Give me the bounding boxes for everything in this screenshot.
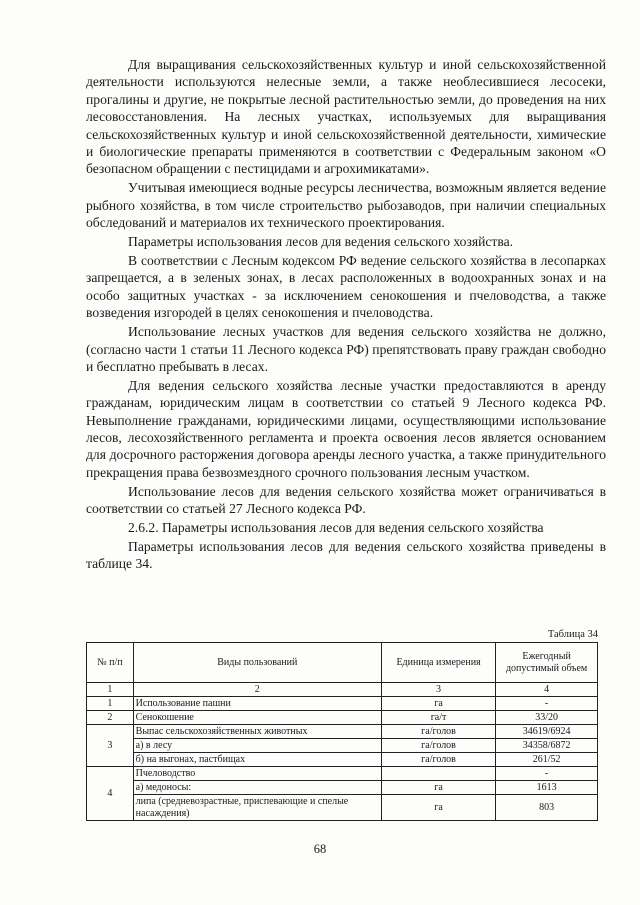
table-row [87,767,598,781]
table-row [87,711,598,725]
table-row [87,753,598,767]
cell-kind: Сенокошение [133,711,381,725]
section-heading: 2.6.2. Параметры использования лесов для ведения сельского хозяйства [128,520,544,536]
cell-volume: 803 [496,795,598,821]
cell-unit: га [381,697,495,711]
paragraph: В соответствии с Лесным кодексом РФ ведение сельского хозяйства в лесопарках запрещается, а в зеленых зонах, в лесах расположенных в водоохранных зонах и на особо защитных участках - за исключением сенокошения и пчеловодства, а также возведения изгородей в целях сенокошения и пчеловодства. [86,252,606,321]
paragraph: Учитывая имеющиеся водные ресурсы лесничества, возможным является ведение рыбного хозяйства, в том числе строительство рыбозаводов, при наличии специальных обследований и материалов их технического проектирования. [86,180,606,231]
table-row [87,739,598,753]
cell-num: 1 [87,697,134,711]
paragraph: Параметры использования лесов для ведения сельского хозяйства приведены в таблице 34. [86,538,606,572]
cell-kind: липа (средневозрастные, приспевающие и спелые насаждения) [133,795,381,821]
cell-kind: а) в лесу [133,739,381,753]
cell-unit [381,767,495,781]
index-cell: 1 [87,683,134,697]
cell-unit: га [381,795,495,821]
cell-volume: 34619/6924 [496,725,598,739]
table-row [87,795,598,821]
cell-kind: Пчеловодство [133,767,381,781]
cell-volume: 34358/6872 [496,739,598,753]
index-cell: 2 [133,683,381,697]
paragraph: Для ведения сельского хозяйства лесные участки предоставляются в аренду гражданам, юридическим лицам в соответствии со статьей 9 Лесного кодекса РФ. Невыполнение гражданами, юридическими лицами, осуществляющими использование лесов, лесохозяйственного регламента и проекта освоения лесов является основанием для досрочного расторжения договора аренды лесного участка, а также принудительного прекращения права безвозмездного срочного пользования лесным участком. [86,377,606,480]
index-cell: 4 [496,683,598,697]
cell-unit: га/голов [381,753,495,767]
table-row [87,781,598,795]
cell-unit: га/голов [381,725,495,739]
cell-volume: 1613 [496,781,598,795]
table-header-row [87,643,598,683]
cell-num: 2 [87,711,134,725]
cell-volume: - [496,767,598,781]
body-text [86,56,606,574]
table-row [87,725,598,739]
header-num: № п/п [87,643,134,683]
cell-num: 4 [87,767,134,821]
table-row [87,697,598,711]
cell-volume: 261/52 [496,753,598,767]
paragraph: Использование лесных участков для ведения сельского хозяйства не должно, (согласно части 1 статьи 11 Лесного кодекса РФ) препятствовать праву граждан свободно и бесплатно пребывать в лесах. [86,324,606,374]
page-number: 68 [313,842,327,856]
header-kind: Виды пользований [133,643,381,683]
paragraph: Использование лесов для ведения сельского хозяйства может ограничиваться в соответствии со статьей 27 Лесного кодекса РФ. [86,483,606,517]
cell-unit: га [381,781,495,795]
cell-volume: - [496,697,598,711]
cell-volume: 33/20 [496,711,598,725]
usage-table [86,642,598,821]
cell-unit: га/т [381,711,495,725]
index-cell: 3 [381,683,495,697]
paragraph: Для выращивания сельскохозяйственных культур и иной сельскохозяйственной деятельности используются нелесные земли, а также необлесившиеся лесосеки, прогалины и другие, не покрытые лесной растительностью земли, до проведения на них лесовосстановления. На лесных участках, используемых для выращивания сельскохозяйственных культур и иной сельскохозяйственной деятельности, химические и биологические препараты применяются в соответствии с Федеральным законом «О безопасном обращении с пестицидами и агрохимикатами». [86,57,606,177]
cell-kind: а) медоносы: [133,781,381,795]
paragraph: Параметры использования лесов для ведения сельского хозяйства. [128,234,514,250]
cell-num: 3 [87,725,134,767]
header-volume: Ежегодный допустимый объем [496,643,598,683]
cell-kind: б) на выгонах, пастбищах [133,753,381,767]
table-index-row [87,683,598,697]
header-unit: Единица измерения [381,643,495,683]
cell-kind: Использование пашни [133,697,381,711]
table-caption: Таблица 34 [547,629,598,640]
cell-unit: га/голов [381,739,495,753]
cell-kind: Выпас сельскохозяйственных животных [133,725,381,739]
